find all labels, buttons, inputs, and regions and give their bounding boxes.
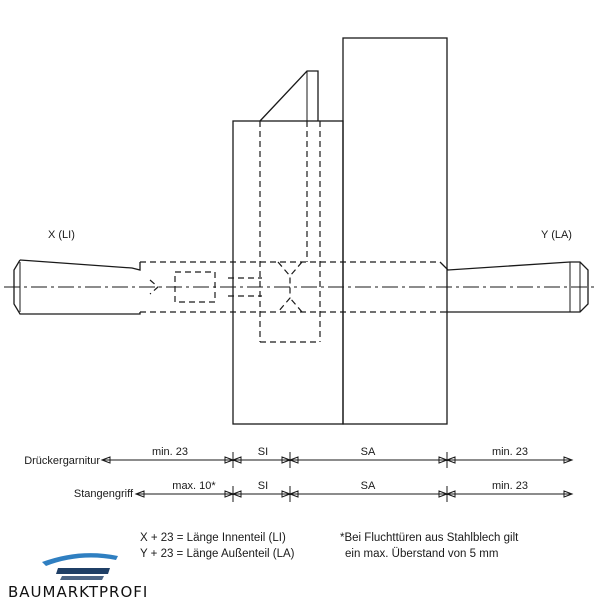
logo-text: BAUMARKTPROFI <box>8 583 149 600</box>
row-label: Stangengriff <box>73 488 133 500</box>
dim-seg3: SA <box>360 480 376 492</box>
outer-door-leaf <box>343 38 447 424</box>
label-x-li: X (LI) <box>48 229 75 241</box>
dim-seg3: SA <box>360 446 376 458</box>
formula-li: X + 23 = Länge Innenteil (LI) <box>140 532 286 544</box>
lock-case <box>260 71 320 342</box>
dim-seg1: max. 10* <box>172 480 216 492</box>
row-label: Drückergarnitur <box>24 455 100 467</box>
dim-seg4: min. 23 <box>491 446 529 458</box>
logo-swoosh-icon <box>42 553 118 566</box>
dim-seg4: min. 23 <box>491 480 529 492</box>
notes <box>140 532 519 560</box>
logo-baumarktprofi <box>8 553 148 600</box>
footnote-line2: ein max. Überstand von 5 mm <box>345 548 499 560</box>
formula-la: Y + 23 = Länge Außenteil (LA) <box>140 548 295 560</box>
dim-seg1: min. 23 <box>151 446 189 458</box>
door-leaves <box>233 38 447 424</box>
dimension-row-stangengriff <box>74 480 572 502</box>
dimension-row-drueckergarnitur <box>24 446 572 468</box>
dim-seg2: SI <box>257 480 269 492</box>
footnote-line1: *Bei Fluchttüren aus Stahlblech gilt <box>340 532 519 544</box>
label-y-la: Y (LA) <box>541 229 572 241</box>
inner-door-leaf <box>233 121 343 424</box>
dim-seg2: SI <box>257 446 269 458</box>
